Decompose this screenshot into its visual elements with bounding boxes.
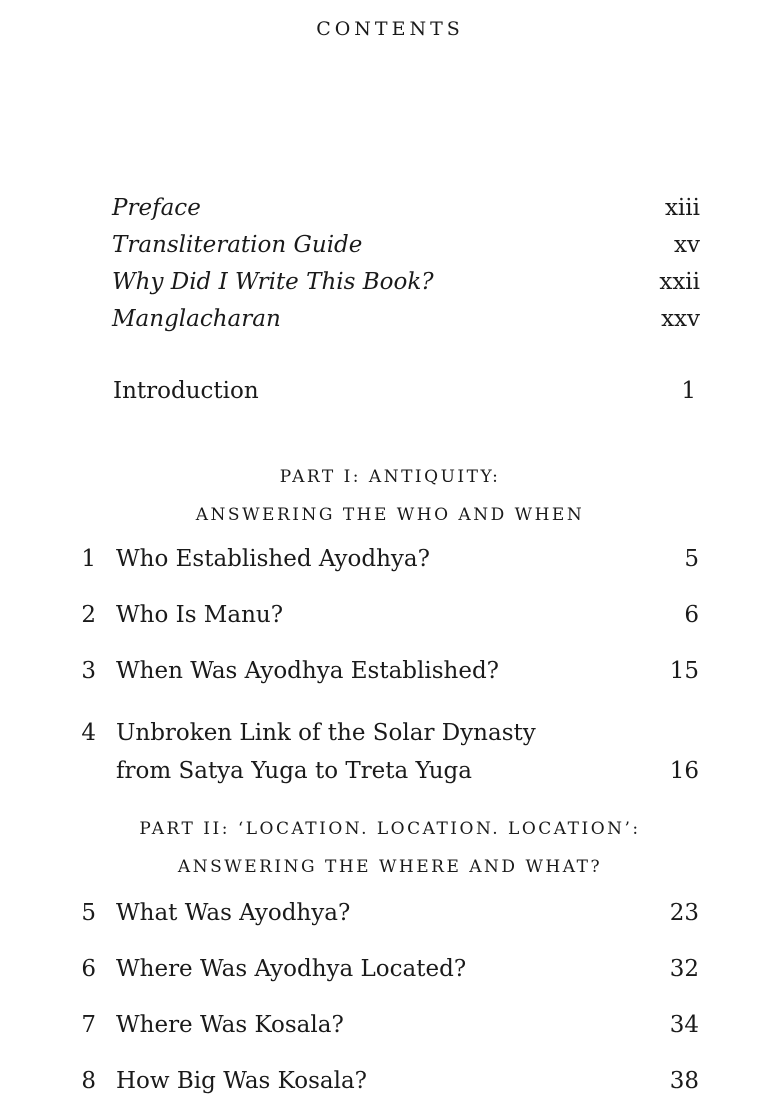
chapter-title-line: from Satya Yuga to Treta Yuga: [116, 758, 472, 784]
chapter-title: What Was Ayodhya?: [116, 900, 351, 926]
part-heading-line: PART I: ANTIQUITY:: [279, 467, 501, 487]
chapter-page: 34: [669, 1012, 699, 1038]
chapter-page: 23: [669, 900, 699, 926]
chapter-title: Where Was Kosala?: [116, 1012, 344, 1038]
toc-entry-title: Preface: [112, 195, 201, 221]
toc-entry-page: 1: [681, 378, 696, 404]
chapter-page: 6: [684, 602, 699, 628]
chapter-page: 5: [684, 546, 699, 572]
toc-entry-page: xxv: [661, 306, 700, 332]
part-heading-2: [0, 810, 780, 886]
toc-entry-transliteration-guide[interactable]: [112, 227, 700, 264]
toc-entry-preface[interactable]: [112, 190, 700, 227]
chapter-title: Who Established Ayodhya?: [116, 546, 430, 572]
chapter-number: 6: [81, 956, 96, 982]
chapter-number: 4: [81, 720, 96, 746]
toc-entry-why-did-i-write[interactable]: [112, 264, 700, 301]
toc-entry-title: Manglacharan: [112, 306, 281, 332]
chapter-number: 2: [81, 602, 96, 628]
toc-entry-title: Why Did I Write This Book?: [112, 269, 434, 295]
part-heading-line: ANSWERING THE WHERE AND WHAT?: [177, 857, 603, 877]
toc-entry-manglacharan[interactable]: [112, 301, 700, 338]
chapter-number: 8: [81, 1068, 96, 1094]
chapter-page: 32: [669, 956, 699, 982]
chapter-number: 7: [81, 1012, 96, 1038]
chapter-title: [116, 714, 536, 790]
toc-entry-title: Transliteration Guide: [112, 232, 363, 258]
chapter-number: 1: [81, 546, 96, 572]
chapter-page: 15: [669, 658, 699, 684]
toc-entry-page: xv: [674, 232, 700, 258]
part-heading-line: ANSWERING THE WHO AND WHEN: [195, 505, 585, 525]
chapter-title: Who Is Manu?: [116, 602, 284, 628]
chapter-title: Where Was Ayodhya Located?: [116, 956, 467, 982]
toc-entry-page: xiii: [664, 195, 700, 221]
toc-entry-title: Introduction: [113, 378, 259, 404]
part-heading-line: PART II: ‘LOCATION. LOCATION. LOCATION’:: [139, 819, 641, 839]
chapter-page: 38: [669, 1068, 699, 1094]
toc-entry-page: xxii: [659, 269, 700, 295]
chapter-title: How Big Was Kosala?: [116, 1068, 367, 1094]
chapter-title-line: Unbroken Link of the Solar Dynasty: [116, 720, 536, 746]
chapter-page: 16: [669, 758, 699, 784]
page-title: CONTENTS: [316, 18, 464, 40]
chapter-number: 3: [81, 658, 96, 684]
front-matter-list: [112, 190, 700, 338]
chapter-number: 5: [81, 900, 96, 926]
chapter-title: When Was Ayodhya Established?: [116, 658, 499, 684]
part-heading-1: [0, 458, 780, 534]
